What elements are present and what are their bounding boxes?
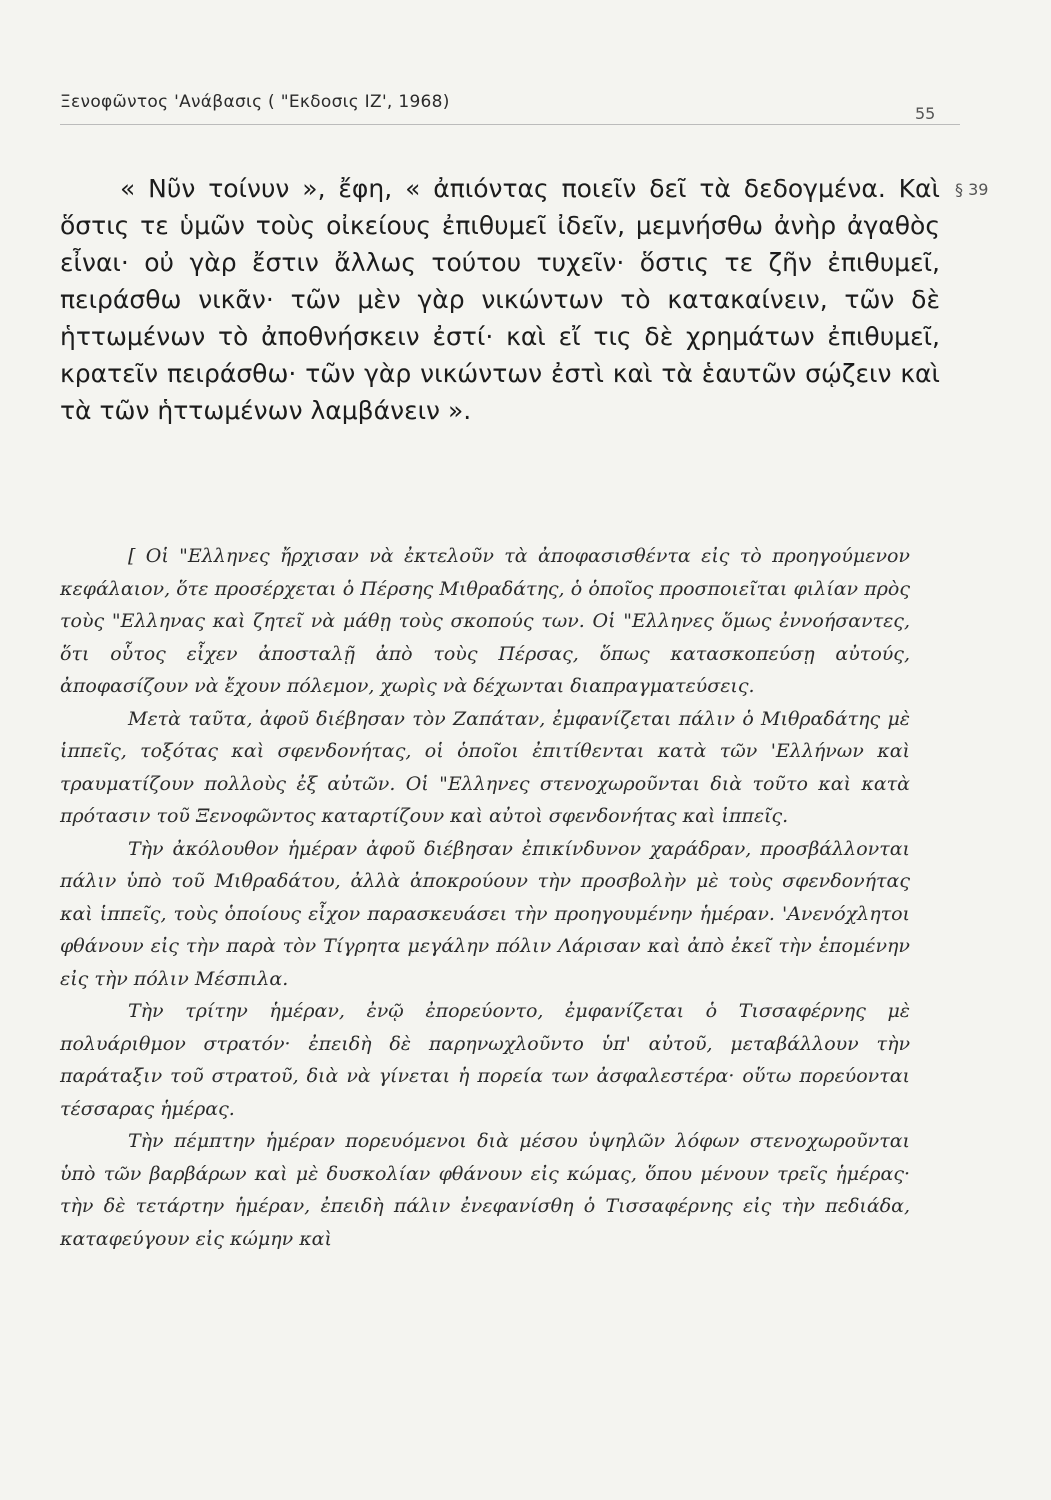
running-header [60, 92, 960, 132]
header-divider [60, 124, 960, 125]
summary-paragraph: Τὴν ἀκόλουθον ἡμέραν ἀφοῦ διέβησαν ἐπικίνδυνον χαράδραν, προσβάλλονται πάλιν ὑπὸ τοῦ Μιθραδάτου, ἀλλὰ ἀποκρούουν τὴν προσβολὴν μὲ τοὺς σφενδονήτας καὶ ἱππεῖς, τοὺς ὁποίους εἶχον παρασκευάσει τὴν προηγουμένην ἡμέραν. 'Ανενόχλητοι φθάνουν εἰς τὴν παρὰ τὸν Τίγρητα μεγάλην πόλιν Λάρισαν καὶ ἀπὸ ἐκεῖ τὴν ἑπομένην εἰς τὴν πόλιν Μέσπιλα. [60, 837, 910, 990]
section-marker: § 39 [955, 180, 989, 199]
summary-paragraph: Τὴν τρίτην ἡμέραν, ἐνῷ ἐπορεύοντο, ἐμφανίζεται ὁ Τισσαφέρνης μὲ πολυάριθμον στρατόν· ἐπειδὴ δὲ παρηνωχλοῦντο ὑπ' αὐτοῦ, μεταβάλλουν τὴν παράταξιν τοῦ στρατοῦ, διὰ νὰ γίνεται ἡ πορεία των ἀσφαλεστέρα· οὕτω πορεύονται τέσσαρας ἡμέρας. [60, 1000, 910, 1120]
summary-paragraph: Μετὰ ταῦτα, ἀφοῦ διέβησαν τὸν Ζαπάταν, ἐμφανίζεται πάλιν ὁ Μιθραδάτης μὲ ἱππεῖς, τοξότας καὶ σφενδονήτας, οἱ ὁποῖοι ἐπιτίθενται κατὰ τῶν 'Ελλήνων καὶ τραυματίζουν πολλοὺς ἐξ αὐτῶν. Οἱ "Ελληνες στενοχωροῦνται διὰ τοῦτο καὶ κατὰ πρότασιν τοῦ Ξενοφῶντος καταρτίζουν καὶ αὐτοὶ σφενδονήτας καὶ ἱππεῖς. [60, 707, 910, 827]
greek-summary [60, 540, 910, 1255]
greek-passage [60, 170, 940, 429]
greek-passage-text: « Νῦν τοίνυν », ἔφη, « ἀπιόντας ποιεῖν δεῖ τὰ δεδογμένα. Καὶ ὅστις τε ὑμῶν τοὺς οἰκείους ἐπιθυμεῖ ἰδεῖν, μεμνήσθω ἀνὴρ ἀγαθὸς εἶναι· οὐ γὰρ ἔστιν ἄλλως τούτου τυχεῖν· ὅστις τε ζῆν ἐπιθυμεῖ, πειράσθω νικᾶν· τῶν μὲν γὰρ νικώντων τὸ κατακαίνειν, τῶν δὲ ἡττωμένων τὸ ἀποθνήσκειν ἐστί· καὶ εἴ τις δὲ χρημάτων ἐπιθυμεῖ, κρατεῖν πειράσθω· τῶν γὰρ νικώντων ἐστὶ καὶ τὰ ἑαυτῶν σῴζειν καὶ τὰ τῶν ἡττωμένων λαμβάνειν ». [60, 174, 940, 425]
summary-paragraph: [ Οἱ "Ελληνες ἤρχισαν νὰ ἐκτελοῦν τὰ ἀποφασισθέντα εἰς τὸ προηγούμενον κεφάλαιον, ὅτε προσέρχεται ὁ Πέρσης Μιθραδάτης, ὁ ὁποῖος προσποιεῖται φιλίαν πρὸς τοὺς "Ελληνας καὶ ζητεῖ νὰ μάθῃ τοὺς σκοπούς των. Οἱ "Ελληνες ὅμως ἐννοήσαντες, ὅτι οὗτος εἶχεν ἀποσταλῇ ἀπὸ τοὺς Πέρσας, ὅπως κατασκοπεύσῃ αὐτούς, ἀποφασίζουν νὰ ἔχουν πόλεμον, χωρὶς νὰ δέχωνται διαπραγματεύσεις. [60, 545, 910, 697]
summary-paragraph: Τὴν πέμπτην ἡμέραν πορευόμενοι διὰ μέσου ὑψηλῶν λόφων στενοχωροῦνται ὑπὸ τῶν βαρβάρων καὶ μὲ δυσκολίαν φθάνουν εἰς κώμας, ὅπου μένουν τρεῖς ἡμέρας· τὴν δὲ τετάρτην ἡμέραν, ἐπειδὴ πάλιν ἐνεφανίσθη ὁ Τισσαφέρνης εἰς τὴν πεδιάδα, καταφεύγουν εἰς κώμην καὶ [60, 1130, 910, 1250]
header-title: Ξενοφῶντος 'Ανάβασις ( "Εκδοσις ΙΖ', 1968) [60, 92, 450, 112]
page-number: 55 [915, 104, 936, 123]
